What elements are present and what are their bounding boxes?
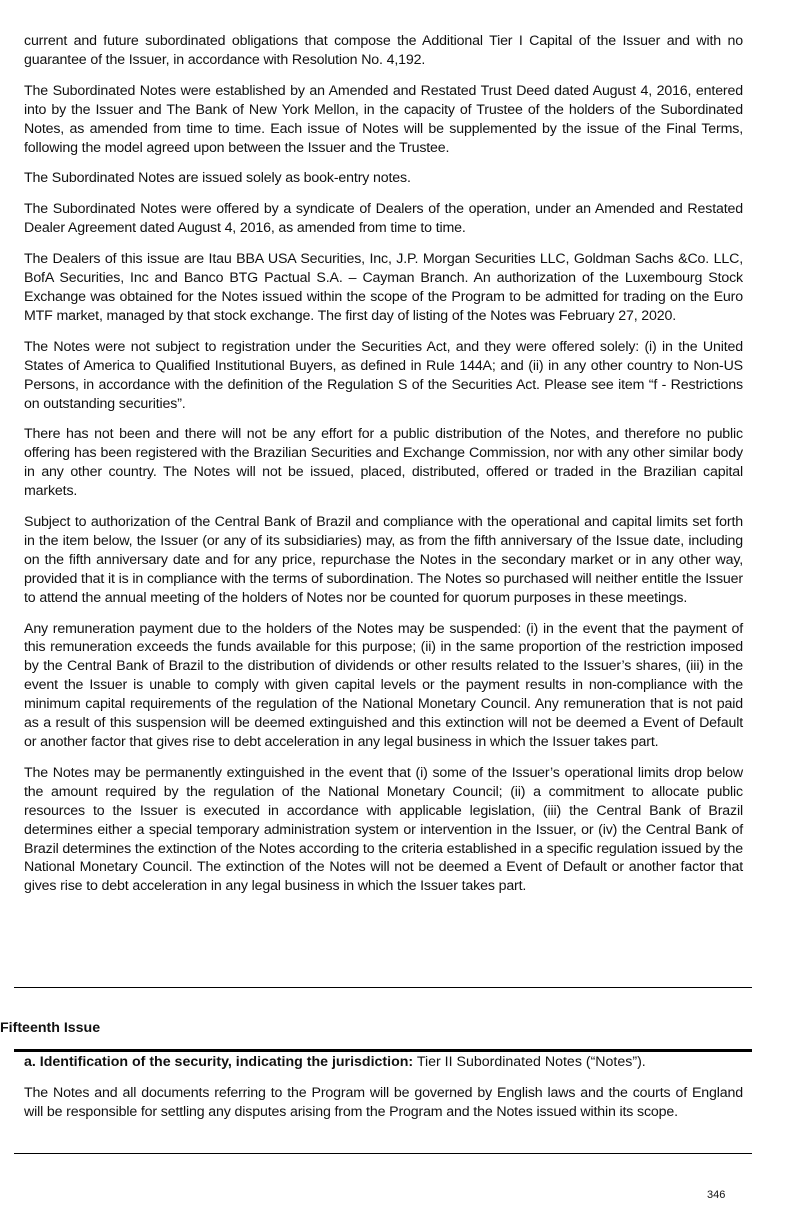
section-divider [14,987,752,988]
paragraph-securities-act: The Notes were not subject to registration under the Securities Act, and they were offered solely: (i) in the United States of America to Qualified Institutional Buyers, as defined in Rule 144A; and (ii) in any other country to Non-US Persons, in accordance with the definition of the Regulation S of the Securities Act. Please see item “f - Restrictions on outstanding securities”. [24,338,743,412]
paragraph-governing-law: The Notes and all documents referring to the Program will be governed by English laws and the courts of England will be responsible for settling any disputes arising from the Program and the Notes issued within its scope. [24,1084,743,1120]
item-value: Tier II Subordinated Notes (“Notes”). [413,1054,646,1070]
paragraph-subordinated-obligations: current and future subordinated obligations that compose the Additional Tier I Capital of the Issuer and with no guarantee of the Issuer, in accordance with Resolution No. 4,192. [24,33,743,68]
section-item-block [24,1053,743,1134]
paragraph-book-entry: The Subordinated Notes are issued solely as book-entry notes. [24,170,411,187]
paragraph-remuneration-suspension: Any remuneration payment due to the holders of the Notes may be suspended: (i) in the event that the payment of this remuneration exceeds the funds available for this purpose; (ii) in the same proportion of the restriction imposed by the Central Bank of Brazil to the distribution of dividends or other results related to the Issuer’s shares, (iii) in the event the Issuer is unable to comply with given capital levels or the payment results in non-compliance with the minimum capital requirements of the regulation of the National Monetary Council. Any remuneration that is not paid as a result of this suspension will be deemed extinguished and this extinction will not be deemed a Event of Default or another factor that gives rise to debt acceleration in any legal business in which the Issuer takes part. [24,620,743,750]
paragraph-public-distribution: There has not been and there will not be any effort for a public distribution of the Notes, and therefore no public offering has been registered with the Brazilian Securities and Exchange Commission, nor with any other similar body in any other country. The Notes will not be issued, placed, distributed, offered or traded in the Brazilian capital markets. [24,426,743,500]
item-label: a. Identification of the security, indicating the jurisdiction: [24,1054,414,1070]
paragraph-dealer-agreement: The Subordinated Notes were offered by a syndicate of Dealers of the operation, under an Amended and Restated Dealer Agreement dated August 4, 2016, as amended from time to time. [24,201,743,237]
paragraph-repurchase: Subject to authorization of the Central Bank of Brazil and compliance with the operational and capital limits set forth in the item below, the Issuer (or any of its subsidiaries) may, as from the fifth anniversary of the Issue date, including on the fifth anniversary date and for any price, repurchase the Notes in the secondary market or in any other way, provided that it is in compliance with the terms of subordination. The Notes so purchased will neither entitle the Issuer to attend the annual meeting of the holders of Notes nor be counted for quorum purposes in these meetings. [24,514,743,606]
section-heading-rule [14,1049,752,1052]
item-identification [24,1053,743,1072]
paragraph-extinguishment: The Notes may be permanently extinguished in the event that (i) some of the Issuer’s operational limits drop below the amount required by the regulation of the National Monetary Council; (ii) a commitment to allocate public resources to the Issuer is executed in accordance with applicable legislation, (iii) the Central Bank of Brazil determines either a special temporary administration system or intervention in the Issuer, or (iv) the Central Bank of Brazil determines the extinction of the Notes according to the criteria established in a specific regulation issued by the National Monetary Council. The extinction of the Notes will not be deemed a Event of Default or another factor that gives rise to debt acceleration in any legal business in which the Issuer takes part. [24,764,743,895]
section-heading: Fifteenth Issue [0,1020,101,1036]
bottom-divider [14,1153,752,1154]
paragraph-trust-deed: The Subordinated Notes were established by an Amended and Restated Trust Deed dated August 4, 2016, entered into by the Issuer and The Bank of New York Mellon, in the capacity of Trustee of the holders of the Subordinated Notes, as amended from time to time. Each issue of Notes will be supplemented by the issue of the Final Terms, following the model agreed upon between the Issuer and the Trustee. [24,82,743,156]
paragraph-dealers: The Dealers of this issue are Itau BBA USA Securities, Inc, J.P. Morgan Securities LLC, Goldman Sachs &Co. LLC, BofA Securities, Inc and Banco BTG Pactual S.A. – Cayman Branch. An authorization of the Luxembourg Stock Exchange was obtained for the Notes issued within the scope of the Program to be admitted for trading on the Euro MTF market, managed by that stock exchange. The first day of listing of the Notes was February 27, 2020. [24,251,743,324]
page-number: 346 [707,1189,726,1201]
body-text-block [24,32,743,908]
